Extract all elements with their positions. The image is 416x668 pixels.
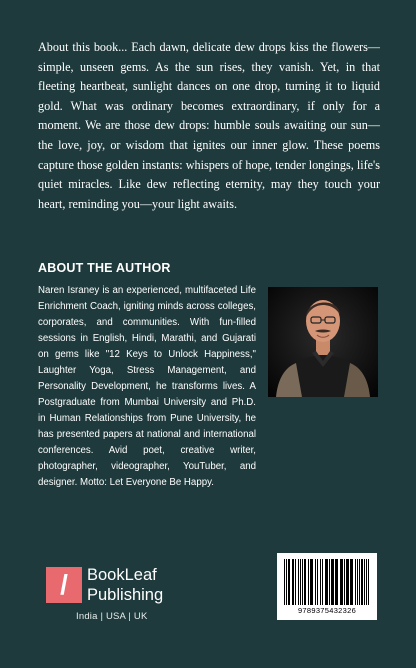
about-author-heading: ABOUT THE AUTHOR — [38, 261, 171, 275]
isbn-barcode — [277, 553, 377, 620]
publisher-name-line2: Publishing — [87, 586, 164, 604]
author-photo — [268, 287, 378, 397]
barcode-bars — [283, 559, 371, 605]
publisher-name — [87, 565, 163, 605]
book-blurb: About this book... Each dawn, delicate dew drops kiss the flowers—simple, unseen gems. As the sun rises, they vanish. Yet, in that fleeting heartbeat, sunlight dances on one drop, turning it to liquid gold. What was ordinary becomes extraordinary, if only for a moment. We are those dew drops: humble souls awaiting our sun—the love, joy, or wisdom that ignites our inner glow. These poems capture those golden instants: whispers of hope, tender longings, life's quiet miracles. Like dew reflecting eternity, may they touch your heart, reminding you—your light awaits. — [38, 40, 380, 211]
publisher-name-line1: BookLeaf — [87, 566, 157, 584]
publisher-countries: India | USA | UK — [76, 611, 148, 622]
publisher-logo — [46, 567, 82, 603]
publisher-logo-glyph: / — [60, 569, 68, 600]
isbn-number: 9789375432326 — [297, 606, 357, 615]
author-bio: Naren Israney is an experienced, multifaceted Life Enrichment Coach, igniting minds across colleges, corporates, and communities. With fun-filled sessions in English, Hindi, Marathi, and Gujarati on gems like "12 Keys to Unlock Happiness," Laughter Yoga, Stress Management, and Personality Development, he transforms lives. A Postgraduate from Mumbai University and Ph.D. in Human Relationships from Pune University, he has presented papers at national and international conferences. Avid poet, creative writer, photographer, videographer, YouTuber, and designer. Motto: Let Everyone Be Happy. — [38, 285, 256, 488]
